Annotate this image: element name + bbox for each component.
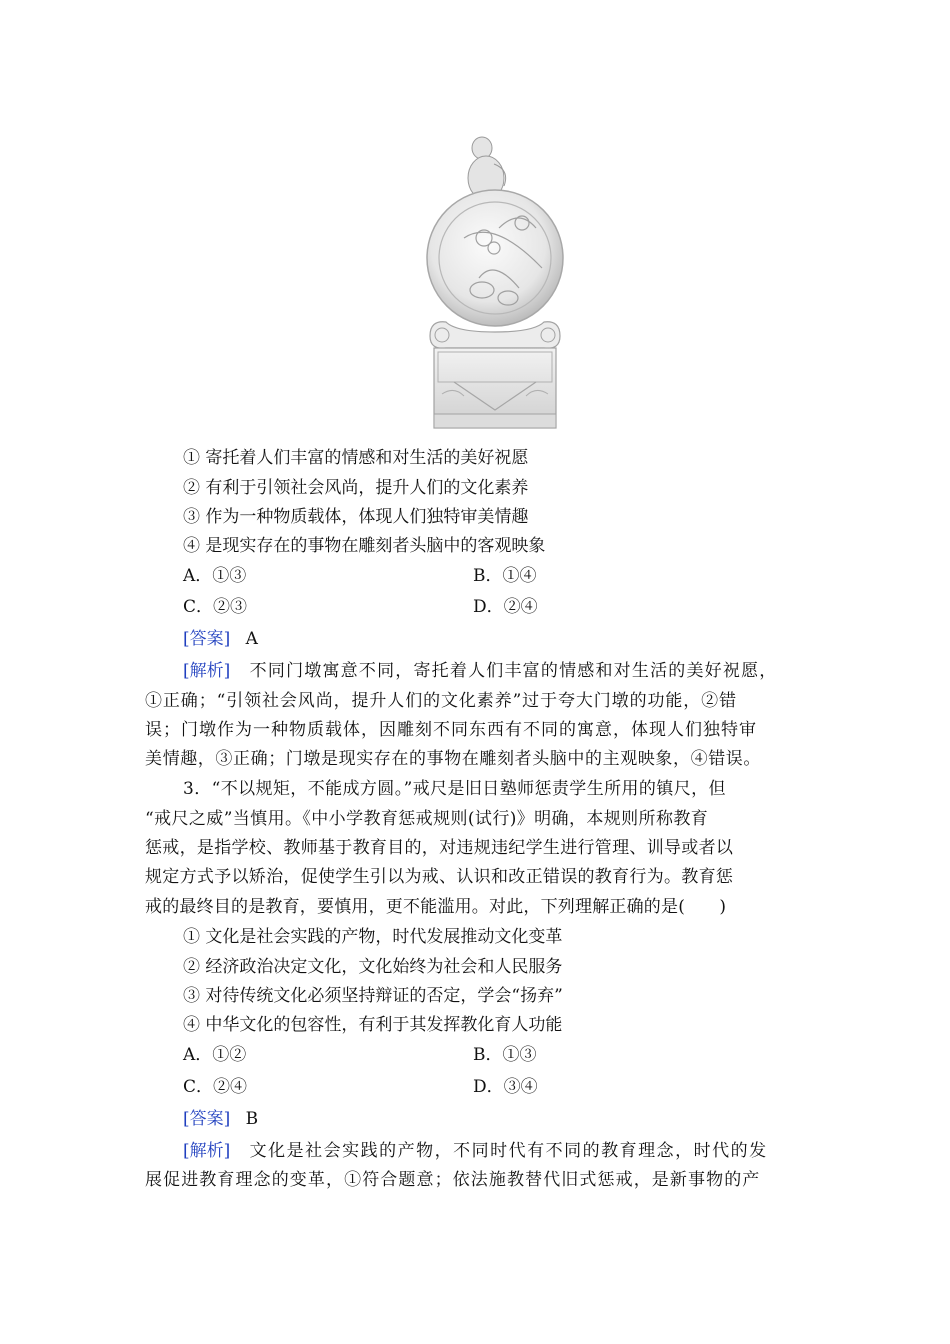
q3-stem-line-4: 规定方式予以矫治，促使学生引以为戒、认识和改正错误的教育行为。教育惩 bbox=[145, 867, 734, 887]
q2-option-a: A．①③ bbox=[183, 566, 247, 586]
analysis-tag: [解析] bbox=[183, 661, 231, 681]
q2-option-c: C．②③ bbox=[183, 597, 248, 617]
q3-statement-3: ③ 对待传统文化必须坚持辩证的否定，学会“扬弃” bbox=[183, 986, 563, 1006]
q3-option-d: D．③④ bbox=[473, 1077, 538, 1097]
q2-statement-4: ④ 是现实存在的事物在雕刻者头脑中的客观映象 bbox=[183, 536, 546, 556]
q3-statement-2: ② 经济政治决定文化，文化始终为社会和人民服务 bbox=[183, 957, 563, 977]
q2-statement-1: ① 寄托着人们丰富的情感和对生活的美好祝愿 bbox=[183, 448, 529, 468]
analysis-text: 不同门墩寓意不同，寄托着人们丰富的情感和对生活的美好祝愿， bbox=[249, 661, 778, 681]
q3-option-b: B．①③ bbox=[473, 1045, 537, 1065]
answer-tag: [答案] bbox=[183, 629, 231, 649]
q2-option-b: B．①④ bbox=[473, 566, 537, 586]
q3-option-c: C．②④ bbox=[183, 1077, 248, 1097]
q3-stem-line-3: 惩戒，是指学校、教师基于教育目的，对违规违纪学生进行管理、训导或者以 bbox=[145, 838, 734, 858]
q2-option-d: D．②④ bbox=[473, 597, 538, 617]
q2-answer bbox=[183, 627, 258, 651]
q2-analysis-line-1 bbox=[183, 659, 813, 683]
drum-disc bbox=[427, 190, 563, 326]
q3-stem-line-5: 戒的最终目的是教育，要慎用，更不能滥用。对此，下列理解正确的是( ) bbox=[145, 897, 727, 917]
q3-stem-line-1: 3．“不以规矩，不能成方圆。”戒尺是旧日塾师惩责学生所用的镇尺，但 bbox=[183, 779, 726, 799]
analysis-text: 文化是社会实践的产物，不同时代有不同的教育理念，时代的发 bbox=[249, 1141, 768, 1161]
q3-statement-4: ④ 中华文化的包容性，有利于其发挥教化育人功能 bbox=[183, 1015, 563, 1035]
answer-value: B bbox=[245, 1109, 259, 1129]
q3-statement-1: ① 文化是社会实践的产物，时代发展推动文化变革 bbox=[183, 927, 563, 947]
q3-stem-line-2: “戒尺之威”当慎用。《中小学教育惩戒规则(试行)》明确，本规则所称教育 bbox=[145, 809, 709, 829]
q2-analysis-line-2: ①正确；“引领社会风尚，提升人们的文化素养”过于夸大门墩的功能，②错 bbox=[145, 691, 737, 711]
q3-option-a: A．①② bbox=[183, 1045, 247, 1065]
q3-analysis-line-1 bbox=[183, 1139, 768, 1163]
q3-answer bbox=[183, 1107, 258, 1131]
analysis-tag: [解析] bbox=[183, 1141, 231, 1161]
q2-analysis-line-4: 美情趣，③正确；门墩是现实存在的事物在雕刻者头脑中的主观映象，④错误。 bbox=[145, 749, 761, 769]
q2-analysis-line-3: 误；门墩作为一种物质载体，因雕刻不同东西有不同的寓意，体现人们独特审 bbox=[145, 720, 757, 740]
answer-tag: [答案] bbox=[183, 1109, 231, 1129]
answer-value: A bbox=[245, 629, 258, 649]
q2-statement-2: ② 有利于引领社会风尚，提升人们的文化素养 bbox=[183, 478, 529, 498]
q3-analysis-line-2: 展促进教育理念的变革，①符合题意；依法施教替代旧式惩戒，是新事物的产 bbox=[145, 1170, 761, 1190]
stone-pier-illustration bbox=[424, 128, 566, 432]
q2-statement-3: ③ 作为一种物质载体，体现人们独特审美情趣 bbox=[183, 507, 529, 527]
stone-pier-image bbox=[424, 128, 566, 432]
